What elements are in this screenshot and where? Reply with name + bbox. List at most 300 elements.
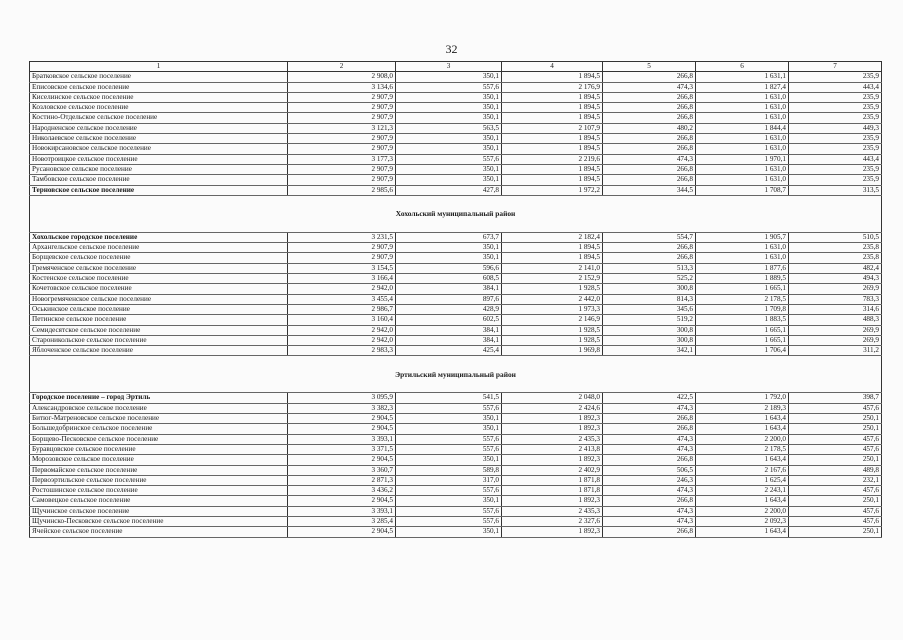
value-cell-col-6: 1 970,1 [696,154,789,164]
column-header: 1 [30,62,288,72]
table-row [30,486,882,496]
settlement-name: Щучинско-Песковское сельское поселение [30,516,288,526]
settlement-name: Кочетовское сельское поселение [30,284,288,294]
table-row [30,144,882,154]
settlement-name: Новогремяченское сельское поселение [30,294,288,304]
value-cell-col-4: 1 892,3 [502,527,603,537]
value-cell-col-2: 3 231,5 [288,232,396,242]
value-cell-col-2: 3 160,4 [288,315,396,325]
value-cell-col-3: 350,1 [396,496,502,506]
value-cell-col-4: 1 871,8 [502,486,603,496]
table-row [30,444,882,454]
value-cell-col-4: 2 402,9 [502,465,603,475]
table-row [30,424,882,434]
value-cell-col-2: 2 907,9 [288,175,396,185]
value-cell-col-3: 350,1 [396,164,502,174]
value-cell-col-2: 2 942,0 [288,325,396,335]
column-header: 5 [603,62,696,72]
value-cell-col-5: 300,8 [603,325,696,335]
table-row [30,496,882,506]
value-cell-col-4: 2 435,3 [502,506,603,516]
settlement-name: Оськинское сельское поселение [30,304,288,314]
value-cell-col-2: 2 907,9 [288,253,396,263]
value-cell-col-2: 2 907,9 [288,134,396,144]
value-cell-col-5: 266,8 [603,103,696,113]
settlement-name: Костино-Отдельское сельское поселение [30,113,288,123]
table-row [30,455,882,465]
value-cell-col-2: 2 985,6 [288,185,396,195]
value-cell-col-7: 235,9 [789,175,882,185]
value-cell-col-7: 235,9 [789,164,882,174]
value-cell-col-2: 2 904,5 [288,414,396,424]
value-cell-col-5: 525,2 [603,274,696,284]
settlement-name: Битюг-Матреновское сельское поселение [30,414,288,424]
value-cell-col-2: 3 393,1 [288,506,396,516]
table-row [30,315,882,325]
value-cell-col-5: 814,3 [603,294,696,304]
value-cell-col-5: 266,8 [603,92,696,102]
value-cell-col-2: 2 871,3 [288,475,396,485]
value-cell-col-2: 2 942,0 [288,284,396,294]
district-title: Эртильский муниципальный район [30,356,882,393]
value-cell-col-7: 457,6 [789,486,882,496]
value-cell-col-4: 2 424,6 [502,403,603,413]
settlement-name: Морозовское сельское поселение [30,455,288,465]
value-cell-col-6: 2 178,5 [696,294,789,304]
value-cell-col-6: 1 631,0 [696,103,789,113]
settlement-name: Архангельское сельское поселение [30,243,288,253]
value-cell-col-6: 1 631,0 [696,243,789,253]
value-cell-col-6: 1 877,6 [696,263,789,273]
value-cell-col-6: 2 243,1 [696,486,789,496]
value-cell-col-4: 2 152,9 [502,274,603,284]
value-cell-col-3: 384,1 [396,325,502,335]
value-cell-col-3: 384,1 [396,335,502,345]
value-cell-col-5: 266,8 [603,144,696,154]
value-cell-col-5: 480,2 [603,123,696,133]
value-cell-col-5: 266,8 [603,243,696,253]
value-cell-col-5: 300,8 [603,284,696,294]
value-cell-col-6: 1 631,0 [696,113,789,123]
value-cell-col-7: 235,8 [789,253,882,263]
value-cell-col-3: 350,1 [396,243,502,253]
settlement-name: Петинское сельское поселение [30,315,288,325]
value-cell-col-6: 1 631,0 [696,92,789,102]
value-cell-col-6: 1 665,1 [696,335,789,345]
column-header: 6 [696,62,789,72]
value-cell-col-6: 1 708,7 [696,185,789,195]
value-cell-col-7: 235,9 [789,92,882,102]
value-cell-col-3: 673,7 [396,232,502,242]
value-cell-col-7: 457,6 [789,434,882,444]
table-row [30,304,882,314]
value-cell-col-7: 235,8 [789,243,882,253]
value-cell-col-4: 2 442,0 [502,294,603,304]
value-cell-col-7: 494,3 [789,274,882,284]
value-cell-col-3: 350,1 [396,72,502,82]
settlement-name: Николаевское сельское поселение [30,134,288,144]
column-header: 7 [789,62,882,72]
value-cell-col-7: 269,9 [789,335,882,345]
value-cell-col-3: 350,1 [396,92,502,102]
value-cell-col-4: 1 892,3 [502,496,603,506]
value-cell-col-2: 2 942,0 [288,335,396,345]
table-row [30,335,882,345]
table-row [30,475,882,485]
value-cell-col-5: 266,8 [603,134,696,144]
value-cell-col-7: 443,4 [789,82,882,92]
value-cell-col-6: 2 200,0 [696,506,789,516]
value-cell-col-6: 1 709,8 [696,304,789,314]
table-row [30,103,882,113]
value-cell-col-5: 344,5 [603,185,696,195]
value-cell-col-3: 557,6 [396,154,502,164]
value-cell-col-5: 513,3 [603,263,696,273]
value-cell-col-5: 266,8 [603,72,696,82]
value-cell-col-4: 2 176,9 [502,82,603,92]
value-cell-col-6: 1 643,4 [696,496,789,506]
table-row [30,325,882,335]
value-cell-col-5: 266,8 [603,455,696,465]
table-body [30,62,882,538]
settlement-name: Гремяченское сельское поселение [30,263,288,273]
value-cell-col-3: 602,5 [396,315,502,325]
value-cell-col-7: 235,9 [789,144,882,154]
value-cell-col-2: 3 177,3 [288,154,396,164]
table-row [30,465,882,475]
district-header-row [30,356,882,393]
value-cell-col-7: 311,2 [789,346,882,356]
column-header: 4 [502,62,603,72]
value-cell-col-7: 235,9 [789,72,882,82]
settlement-name: Хохольское городское поселение [30,232,288,242]
value-cell-col-7: 313,5 [789,185,882,195]
table-row [30,243,882,253]
value-cell-col-3: 563,5 [396,123,502,133]
value-cell-col-4: 2 327,6 [502,516,603,526]
value-cell-col-5: 266,8 [603,113,696,123]
value-cell-col-3: 428,9 [396,304,502,314]
value-cell-col-7: 783,3 [789,294,882,304]
value-cell-col-2: 3 360,7 [288,465,396,475]
settlement-name: Городское поселение – город Эртиль [30,393,288,403]
value-cell-col-2: 3 382,3 [288,403,396,413]
value-cell-col-4: 1 894,5 [502,253,603,263]
value-cell-col-4: 1 969,8 [502,346,603,356]
page-number: 32 [445,42,458,56]
value-cell-col-6: 1 631,0 [696,144,789,154]
value-cell-col-6: 1 844,4 [696,123,789,133]
settlement-name: Киселинское сельское поселение [30,92,288,102]
value-cell-col-2: 2 907,9 [288,92,396,102]
value-cell-col-7: 457,6 [789,516,882,526]
settlement-name: Большедобринское сельское поселение [30,424,288,434]
value-cell-col-2: 2 983,3 [288,346,396,356]
value-cell-col-2: 2 907,9 [288,103,396,113]
settlement-name: Тамбовское сельское поселение [30,175,288,185]
value-cell-col-6: 2 200,0 [696,434,789,444]
district-title: Хохольский муниципальный район [30,195,882,232]
value-cell-col-4: 1 871,8 [502,475,603,485]
value-cell-col-5: 266,8 [603,414,696,424]
value-cell-col-3: 350,1 [396,455,502,465]
value-cell-col-3: 557,6 [396,403,502,413]
value-cell-col-4: 1 894,5 [502,175,603,185]
value-cell-col-2: 3 166,4 [288,274,396,284]
settlement-name: Новокирсановское сельское поселение [30,144,288,154]
value-cell-col-5: 506,5 [603,465,696,475]
value-cell-col-5: 266,8 [603,496,696,506]
settlement-name: Новотроицкое сельское поселение [30,154,288,164]
value-cell-col-3: 350,1 [396,134,502,144]
value-cell-col-7: 457,6 [789,444,882,454]
settlement-name: Еписовское сельское поселение [30,82,288,92]
value-cell-col-6: 1 625,4 [696,475,789,485]
value-cell-col-4: 1 894,5 [502,164,603,174]
value-cell-col-5: 266,8 [603,175,696,185]
value-cell-col-6: 1 631,1 [696,72,789,82]
value-cell-col-7: 250,1 [789,455,882,465]
table-row [30,403,882,413]
settlement-name: Ячейское сельское поселение [30,527,288,537]
settlement-name: Козловское сельское поселение [30,103,288,113]
value-cell-col-3: 557,6 [396,506,502,516]
value-cell-col-6: 1 631,0 [696,253,789,263]
value-cell-col-3: 350,1 [396,113,502,123]
value-cell-col-7: 235,9 [789,103,882,113]
value-cell-col-7: 489,8 [789,465,882,475]
value-cell-col-4: 2 141,0 [502,263,603,273]
value-cell-col-2: 2 908,0 [288,72,396,82]
settlement-name: Костенское сельское поселение [30,274,288,284]
value-cell-col-4: 2 413,8 [502,444,603,454]
value-cell-col-4: 1 973,3 [502,304,603,314]
table-row [30,516,882,526]
value-cell-col-5: 342,1 [603,346,696,356]
value-cell-col-6: 1 631,0 [696,134,789,144]
value-cell-col-5: 246,3 [603,475,696,485]
value-cell-col-7: 314,6 [789,304,882,314]
value-cell-col-2: 2 904,5 [288,527,396,537]
value-cell-col-6: 2 189,3 [696,403,789,413]
value-cell-col-7: 235,9 [789,113,882,123]
value-cell-col-5: 474,3 [603,403,696,413]
value-cell-col-4: 2 219,6 [502,154,603,164]
value-cell-col-3: 557,6 [396,486,502,496]
value-cell-col-5: 266,8 [603,164,696,174]
value-cell-col-2: 2 907,9 [288,113,396,123]
value-cell-col-4: 1 892,3 [502,424,603,434]
table-row [30,154,882,164]
value-cell-col-5: 474,3 [603,154,696,164]
settlement-name: Терновское сельское поселение [30,185,288,195]
value-cell-col-3: 596,6 [396,263,502,273]
value-cell-col-5: 474,3 [603,506,696,516]
value-cell-col-6: 2 178,5 [696,444,789,454]
value-cell-col-3: 425,4 [396,346,502,356]
value-cell-col-2: 2 904,5 [288,496,396,506]
value-cell-col-4: 1 894,5 [502,72,603,82]
value-cell-col-2: 3 095,9 [288,393,396,403]
value-cell-col-4: 1 892,3 [502,455,603,465]
value-cell-col-6: 1 883,5 [696,315,789,325]
value-cell-col-2: 2 904,5 [288,424,396,434]
value-cell-col-6: 1 905,7 [696,232,789,242]
value-cell-col-5: 300,8 [603,335,696,345]
value-cell-col-6: 1 631,0 [696,164,789,174]
table-row [30,506,882,516]
settlement-name: Первомайское сельское поселение [30,465,288,475]
value-cell-col-7: 250,1 [789,424,882,434]
value-cell-col-4: 1 892,3 [502,414,603,424]
value-cell-col-5: 345,6 [603,304,696,314]
table-row [30,113,882,123]
value-cell-col-7: 269,9 [789,284,882,294]
value-cell-col-3: 350,1 [396,527,502,537]
value-cell-col-5: 474,3 [603,486,696,496]
value-cell-col-2: 3 285,4 [288,516,396,526]
value-cell-col-3: 350,1 [396,253,502,263]
value-cell-col-7: 488,3 [789,315,882,325]
value-cell-col-5: 474,3 [603,444,696,454]
value-cell-col-2: 3 154,5 [288,263,396,273]
table-row [30,294,882,304]
value-cell-col-5: 422,5 [603,393,696,403]
value-cell-col-6: 2 092,3 [696,516,789,526]
value-cell-col-4: 2 048,0 [502,393,603,403]
value-cell-col-7: 482,4 [789,263,882,273]
value-cell-col-4: 1 928,5 [502,335,603,345]
settlement-name: Староникольское сельское поселение [30,335,288,345]
value-cell-col-2: 2 904,5 [288,455,396,465]
value-cell-col-7: 457,6 [789,403,882,413]
value-cell-col-4: 1 894,5 [502,134,603,144]
value-cell-col-6: 1 889,5 [696,274,789,284]
value-cell-col-4: 1 894,5 [502,144,603,154]
settlement-name: Буравцовское сельское поселение [30,444,288,454]
value-cell-col-5: 266,8 [603,424,696,434]
value-cell-col-6: 1 643,4 [696,424,789,434]
value-cell-col-6: 1 643,4 [696,455,789,465]
value-cell-col-2: 2 907,9 [288,144,396,154]
value-cell-col-7: 250,1 [789,496,882,506]
table-row [30,164,882,174]
value-cell-col-2: 2 907,9 [288,243,396,253]
value-cell-col-4: 2 146,9 [502,315,603,325]
value-cell-col-3: 350,1 [396,144,502,154]
value-cell-col-3: 350,1 [396,103,502,113]
settlement-name: Народненское сельское поселение [30,123,288,133]
value-cell-col-3: 557,6 [396,516,502,526]
settlement-name: Александровское сельское поселение [30,403,288,413]
district-header-row [30,195,882,232]
settlement-name: Борщево-Песковское сельское поселение [30,434,288,444]
value-cell-col-7: 250,1 [789,414,882,424]
value-cell-col-4: 1 928,5 [502,284,603,294]
value-cell-col-7: 449,3 [789,123,882,133]
value-cell-col-5: 474,3 [603,82,696,92]
value-cell-col-2: 3 134,6 [288,82,396,92]
table-row [30,134,882,144]
value-cell-col-3: 350,1 [396,424,502,434]
value-cell-col-4: 1 928,5 [502,325,603,335]
value-cell-col-5: 266,8 [603,527,696,537]
table-row [30,434,882,444]
value-cell-col-3: 317,0 [396,475,502,485]
value-cell-col-2: 2 907,9 [288,164,396,174]
settlement-name: Щучинское сельское поселение [30,506,288,516]
value-cell-col-5: 519,2 [603,315,696,325]
settlement-name: Первоэртильское сельское поселение [30,475,288,485]
value-cell-col-3: 427,8 [396,185,502,195]
value-cell-col-7: 443,4 [789,154,882,164]
value-cell-col-4: 1 972,2 [502,185,603,195]
value-cell-col-4: 2 107,9 [502,123,603,133]
value-cell-col-6: 1 631,0 [696,175,789,185]
value-cell-col-3: 557,6 [396,82,502,92]
value-cell-col-6: 1 665,1 [696,325,789,335]
table-row [30,527,882,537]
value-cell-col-4: 2 435,3 [502,434,603,444]
table-row [30,393,882,403]
value-cell-col-2: 3 121,3 [288,123,396,133]
table-row [30,284,882,294]
value-cell-col-6: 2 167,6 [696,465,789,475]
value-cell-col-3: 589,8 [396,465,502,475]
value-cell-col-5: 266,8 [603,253,696,263]
value-cell-col-3: 350,1 [396,175,502,185]
table-row [30,253,882,263]
value-cell-col-7: 250,1 [789,527,882,537]
table-row [30,72,882,82]
settlement-name: Русановское сельское поселение [30,164,288,174]
table-row [30,92,882,102]
value-cell-col-7: 398,7 [789,393,882,403]
value-cell-col-3: 608,5 [396,274,502,284]
column-header-row [30,62,882,72]
value-cell-col-2: 2 986,7 [288,304,396,314]
settlement-name: Семидесятское сельское поселение [30,325,288,335]
table-row [30,232,882,242]
value-cell-col-2: 3 393,1 [288,434,396,444]
value-cell-col-6: 1 665,1 [696,284,789,294]
value-cell-col-7: 232,1 [789,475,882,485]
value-cell-col-6: 1 792,0 [696,393,789,403]
value-cell-col-3: 897,6 [396,294,502,304]
value-cell-col-2: 3 371,5 [288,444,396,454]
table-row [30,414,882,424]
table-row [30,123,882,133]
settlement-name: Борщевское сельское поселение [30,253,288,263]
settlement-name: Братковское сельское поселение [30,72,288,82]
column-header: 2 [288,62,396,72]
value-cell-col-3: 350,1 [396,414,502,424]
value-cell-col-6: 1 706,4 [696,346,789,356]
table-row [30,263,882,273]
table-row [30,82,882,92]
value-cell-col-7: 457,6 [789,506,882,516]
value-cell-col-2: 3 436,2 [288,486,396,496]
value-cell-col-7: 235,9 [789,134,882,144]
table-row [30,346,882,356]
value-cell-col-4: 1 894,5 [502,103,603,113]
value-cell-col-3: 557,6 [396,434,502,444]
table-row [30,185,882,195]
value-cell-col-4: 1 894,5 [502,92,603,102]
settlement-name: Самовецкое сельское поселение [30,496,288,506]
settlement-name: Яблоченское сельское поселение [30,346,288,356]
value-cell-col-5: 474,3 [603,434,696,444]
